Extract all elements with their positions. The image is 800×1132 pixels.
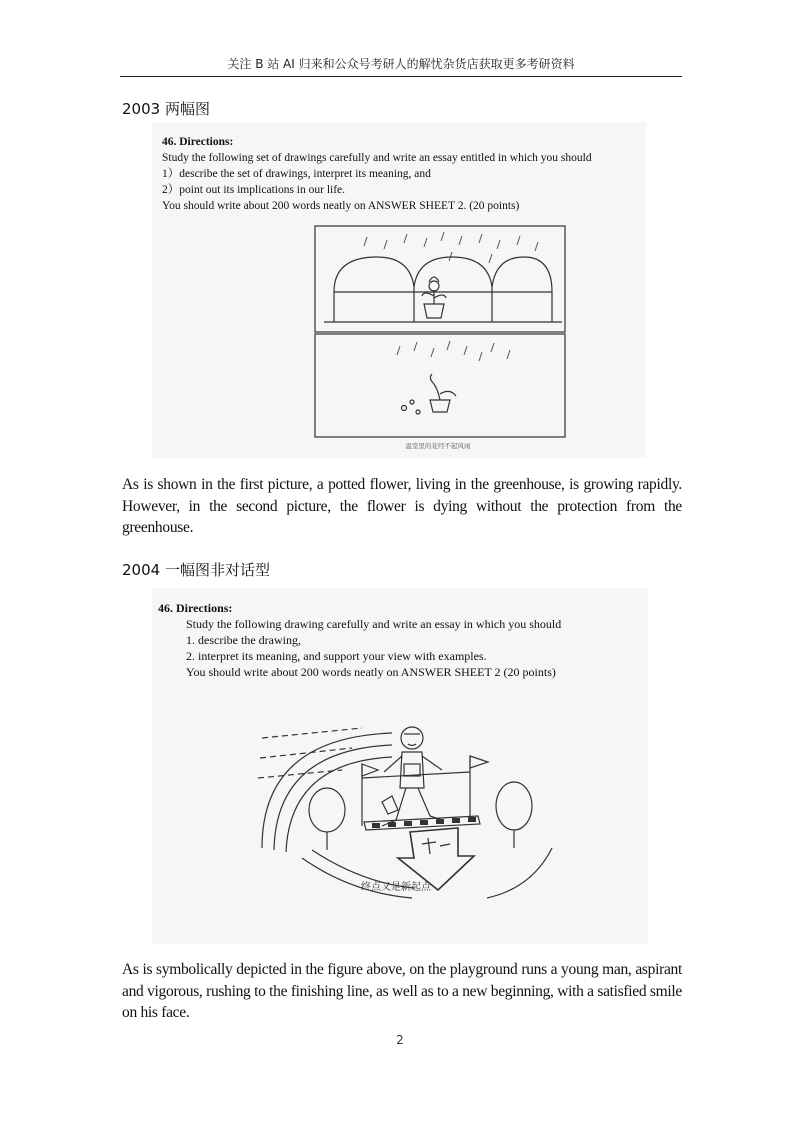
tree-left [309, 788, 345, 850]
directions-line: You should write about 200 words neatly on ANSWER SHEET 2. (20 points) [162, 200, 520, 212]
page-number: 2 [396, 1033, 404, 1047]
directions-line: You should write about 200 words neatly on ANSWER SHEET 2 (20 points) [186, 665, 556, 679]
directions-line: 1）describe the set of drawings, interpret its meaning, and [162, 168, 431, 180]
paragraph-2004: As is symbolically depicted in the figure above, on the playground runs a young man, aspirant and vigorous, rushing to the finishing line, as well as to a new beginning, with a satisfied smile on his face. [122, 961, 682, 1021]
figure-2003 [152, 122, 646, 458]
section-title-2004: 2004 一幅图非对话型 [122, 561, 270, 579]
directions-line: 2）point out its implications in our life. [162, 184, 346, 196]
finish-line-drawing [152, 588, 648, 944]
panel-greenhouse [315, 226, 565, 332]
tree-right [496, 782, 532, 848]
directions-line: 2. interpret its meaning, and support your view with examples. [186, 649, 487, 663]
directions-line: Study the following set of drawings carefully and write an essay entitled in which you should [162, 152, 592, 164]
paragraph-2003: As is shown in the first picture, a potted flower, living in the greenhouse, is growing rapidly. However, in the second picture, the flower is dying without the protection from the greenhouse. [122, 476, 682, 536]
page-header: 关注 B 站 AI 归来和公众号考研人的解忧杂货店获取更多考研资料 [120, 54, 682, 77]
directions-line: 1. describe the drawing, [186, 633, 301, 647]
panel-outside [315, 334, 565, 437]
section-title-2003: 2003 两幅图 [122, 100, 210, 118]
directions-heading: 46. Directions: [158, 601, 233, 615]
figure-2004 [152, 588, 648, 944]
directions-heading: 46. Directions: [162, 136, 234, 148]
directions-line: Study the following drawing carefully and write an essay in which you should [186, 617, 562, 631]
figure-caption: 温室里的花经不起风雨 [405, 442, 471, 450]
greenhouse-drawing [152, 122, 646, 458]
figure-caption: 终点又是新起点 [361, 882, 431, 893]
